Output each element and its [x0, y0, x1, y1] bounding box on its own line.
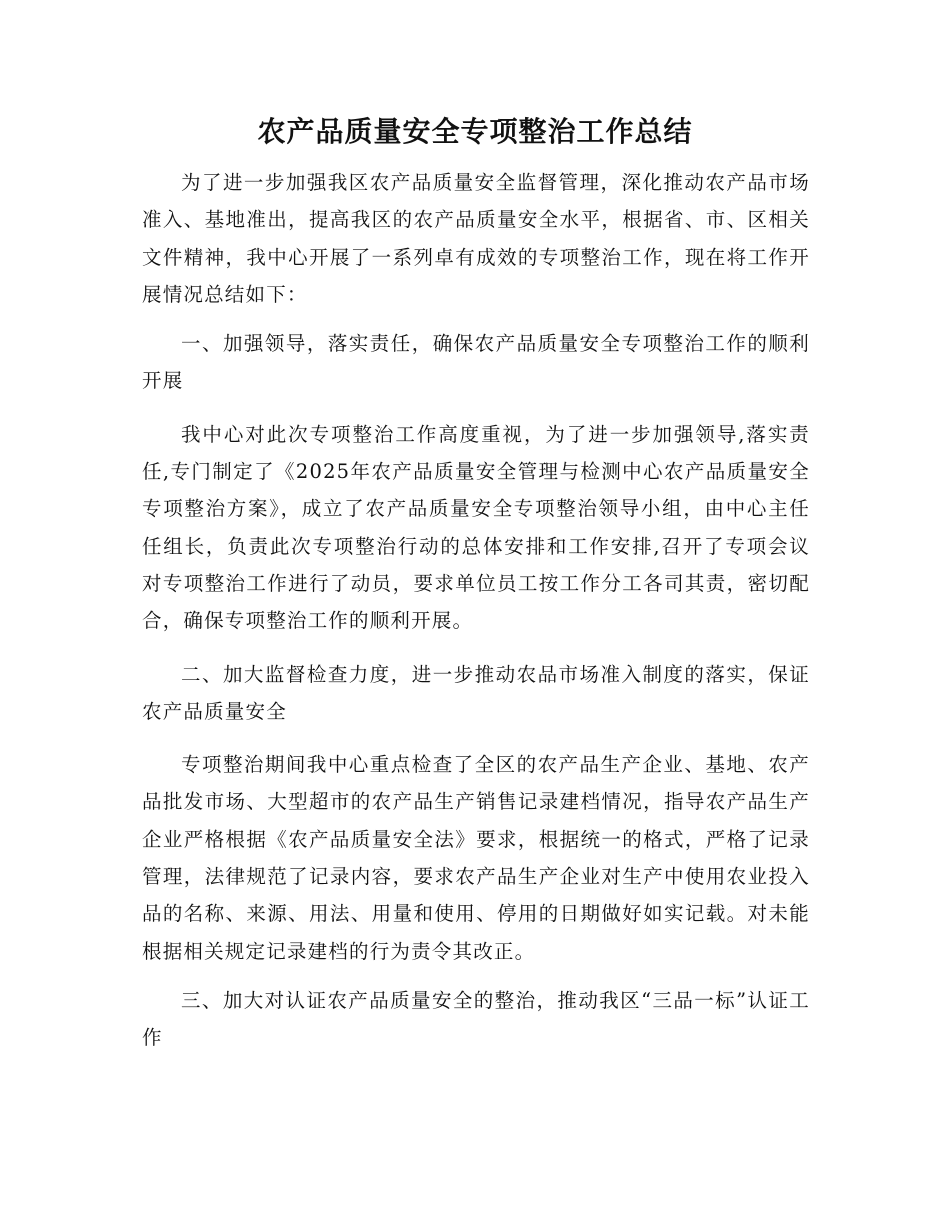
section-heading-1: 一、加强领导，落实责任，确保农产品质量安全专项整治工作的顺利开展: [142, 332, 810, 393]
intro-paragraph: 为了进一步加强我区农产品质量安全监督管理，深化推动农产品市场准入、基地准出，提高我区的农产品质量安全水平，根据省、市、区相关文件精神，我中心开展了一系列卓有成效的专项整治工作，现在将工作开展情况总结如下：: [142, 171, 810, 306]
section-body-2: 专项整治期间我中心重点检查了全区的农产品生产企业、基地、农产品批发市场、大型超市的农产品生产销售记录建档情况，指导农产品生产企业严格根据《农产品质量安全法》要求，根据统一的格式，严格了记录管理，法律规范了记录内容，要求农产品生产企业对生产中使用农业投入品的名称、来源、用法、用量和使用、停用的日期做好如实记载。对未能根据相关规定记录建档的行为责令其改正。: [142, 753, 810, 963]
document-title: 农产品质量安全专项整治工作总结: [257, 115, 693, 148]
document-body: [142, 164, 810, 1057]
section-body-1: 我中心对此次专项整治工作高度重视，为了进一步加强领导,落实责任,专门制定了《2025年农产品质量安全管理与检测中心农产品质量安全专项整治方案》，成立了农产品质量安全专项整治领导小组，由中心主任任组长，负责此次专项整治行动的总体安排和工作安排,召开了专项会议对专项整治工作进行了动员，要求单位员工按工作分工各司其责，密切配合，确保专项整治工作的顺利开展。: [142, 422, 810, 633]
section-heading-2: 二、加大监督检查力度，进一步推动农品市场准入制度的落实，保证农产品质量安全: [142, 662, 810, 723]
section-heading-3: 三、加大对认证农产品质量安全的整治，推动我区“三品一标”认证工作: [142, 988, 810, 1050]
